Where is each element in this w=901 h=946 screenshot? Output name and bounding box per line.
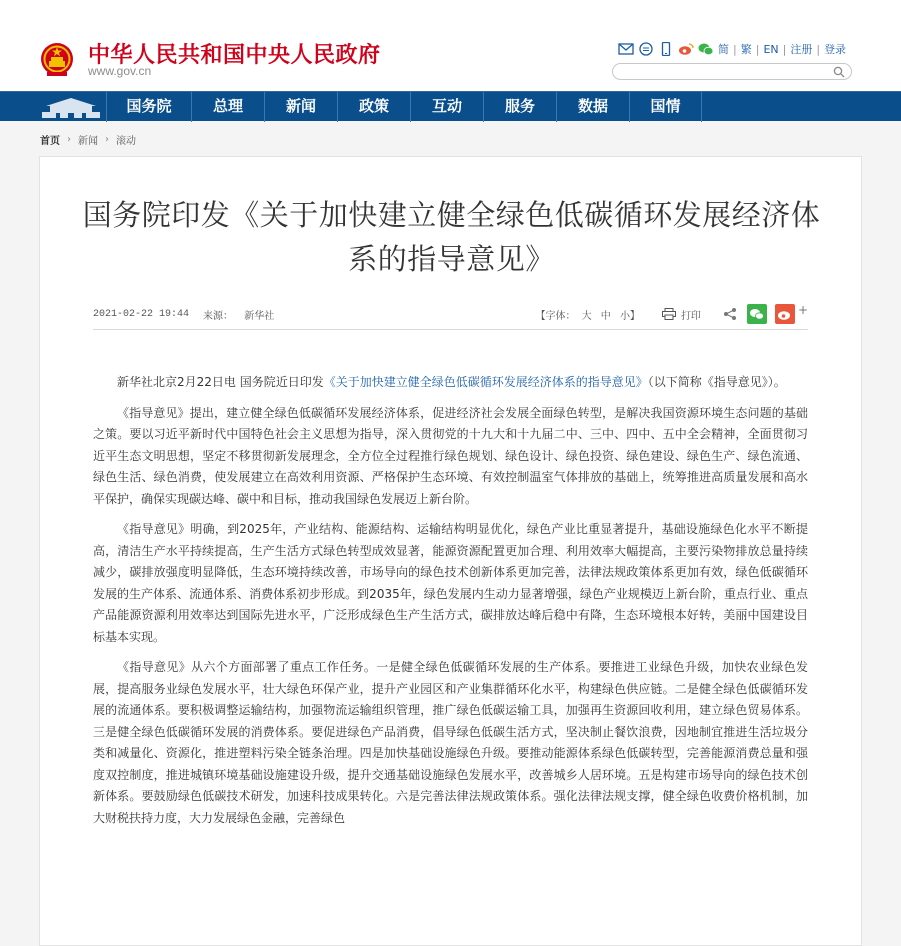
site-header bbox=[0, 0, 901, 91]
meta-divider bbox=[93, 329, 808, 330]
divider: | bbox=[755, 42, 760, 56]
nav-item-premier[interactable]: 总理 bbox=[191, 92, 264, 122]
paragraph-1 bbox=[93, 372, 808, 394]
article-tools bbox=[536, 304, 808, 324]
search-icon[interactable] bbox=[833, 66, 845, 78]
paragraph-2: 《指导意见》提出，建立健全绿色低碳循环发展经济体系，促进经济社会发展全面绿色转型，是解决我国资源环境生态问题的基础之策。要以习近平新时代中国特色社会主义思想为指导，深入贯彻党的十九大和十九届二中、三中、四中、五中全会精神，全面贯彻习近平生态文明思想，坚定不移贯彻新发展理念，全方位全过程推行绿色规划、绿色设计、绿色投资、绿色建设、绿色生产、绿色流通、绿色生活、绿色消费，使发展建立在高效利用资源、严格保护生态环境、有效控制温室气体排放的基础上，统筹推进高质量发展和高水平保护，确保实现碳达峰、碳中和目标，推动我国绿色发展迈上新台阶。 bbox=[93, 405, 808, 506]
article-source bbox=[203, 307, 274, 322]
font-small-button[interactable]: 小】 bbox=[619, 310, 640, 322]
chevron-right-icon: › bbox=[67, 134, 71, 145]
article-body bbox=[93, 372, 808, 838]
main-nav bbox=[0, 91, 901, 121]
divider: | bbox=[816, 42, 821, 56]
header-tools bbox=[618, 40, 846, 58]
register-link[interactable]: 注册 bbox=[790, 43, 813, 56]
nav-item-interaction[interactable]: 互动 bbox=[410, 92, 483, 122]
paragraph-3: 《指导意见》明确，到2025年，产业结构、能源结构、运输结构明显优化，绿色产业比重显著提升，基础设施绿色化水平不断提高，清洁生产水平持续提高，生产生活方式绿色转型成效显著，能源资源配置更加合理、利用效率大幅提高，主要污染物排放总量持续减少，碳排放强度明显降低，生态环境持续改善，市场导向的绿色技术创新体系更加完善，法律法规政策体系更加有效，绿色低碳循环发展的生产体系、流通体系、消费体系初步形成。到2035年，绿色发展内生动力显著增强，绿色产业规模迈上新台阶，重点行业、重点产品能源资源利用效率达到国际先进水平，广泛形成绿色生产生活方式，碳排放达峰后稳中有降，生态环境根本好转，美丽中国建设目标基本实现。 bbox=[93, 522, 808, 644]
mobile-icon[interactable] bbox=[658, 42, 674, 56]
share-bar bbox=[723, 304, 808, 324]
english-link[interactable]: EN bbox=[763, 42, 779, 56]
nav-item-national-conditions[interactable]: 国情 bbox=[629, 92, 702, 122]
font-medium-button[interactable]: 中 bbox=[600, 310, 611, 322]
site-url: www.gov.cn bbox=[88, 64, 152, 78]
weibo-share-icon[interactable] bbox=[775, 304, 795, 324]
font-size-label: 【字体： bbox=[535, 310, 576, 322]
article-card bbox=[39, 156, 862, 946]
source-name: 新华社 bbox=[244, 310, 275, 322]
source-label: 来源： bbox=[203, 310, 234, 322]
breadcrumb-home[interactable]: 首页 bbox=[40, 136, 60, 147]
traditional-link[interactable]: 繁 bbox=[740, 43, 752, 56]
article-title: 国务院印发《关于加快建立健全绿色低碳循环发展经济体系的指导意见》 bbox=[82, 198, 821, 276]
paragraph-4: 《指导意见》从六个方面部署了重点工作任务。一是健全绿色低碳循环发展的生产体系。要推进工业绿色升级，加快农业绿色发展，提高服务业绿色发展水平，壮大绿色环保产业，提升产业园区和产业集群循环化水平，构建绿色供应链。二是健全绿色低碳循环发展的流通体系。要积极调整运输结构，加强物流运输组织管理，推广绿色低碳运输工具，加强再生资源回收利用，建立绿色贸易体系。三是健全绿色低碳循环发展的消费体系。要促进绿色产品消费，倡导绿色低碳生活方式，坚决制止餐饮浪费，因地制宜推进生活垃圾分类和减量化、资源化，推进塑料污染全链条治理。四是加快基础设施绿色升级。要推动能源体系绿色低碳转型，完善能源消费总量和强度双控制度，推进城镇环境基础设施建设升级，提升交通基础设施绿色发展水平，改善城乡人居环境。五是构建市场导向的绿色技术创新体系。要鼓励绿色低碳技术研发，加速科技成果转化。六是完善法律法规政策体系。强化法律法规支撑，健全绿色收费价格机制，加大财税扶持力度，大力发展绿色金融，完善绿色 bbox=[93, 660, 808, 825]
site-name[interactable]: 中华人民共和国中央人民政府 bbox=[88, 43, 381, 68]
message-icon[interactable] bbox=[638, 42, 654, 56]
login-link[interactable]: 登录 bbox=[824, 43, 847, 56]
mail-icon[interactable] bbox=[618, 42, 634, 56]
search-box[interactable] bbox=[612, 63, 852, 80]
breadcrumb bbox=[40, 132, 136, 147]
breadcrumb-news[interactable]: 新闻 bbox=[78, 136, 98, 147]
nav-item-services[interactable]: 服务 bbox=[483, 92, 556, 122]
nav-item-data[interactable]: 数据 bbox=[556, 92, 629, 122]
more-share-button[interactable]: + bbox=[797, 303, 808, 317]
print-button[interactable] bbox=[662, 307, 701, 322]
share-icon[interactable] bbox=[723, 307, 737, 321]
simplified-link[interactable]: 简 bbox=[718, 43, 729, 56]
paragraph-1-lead: 新华社北京2月22日电 国务院近日印发 bbox=[117, 375, 324, 389]
article-meta bbox=[93, 303, 808, 325]
wechat-share-icon[interactable] bbox=[747, 304, 767, 324]
chevron-right-icon: › bbox=[105, 134, 109, 145]
national-emblem-icon[interactable] bbox=[40, 40, 74, 78]
divider: | bbox=[733, 42, 737, 56]
font-large-button[interactable]: 大 bbox=[581, 310, 592, 322]
font-size-control bbox=[536, 307, 640, 322]
nav-menu bbox=[106, 92, 702, 122]
publish-date: 2021-02-22 19:44 bbox=[93, 308, 190, 320]
weibo-icon[interactable] bbox=[678, 42, 694, 56]
tiananmen-logo-icon[interactable] bbox=[38, 94, 104, 120]
nav-item-state-council[interactable]: 国务院 bbox=[106, 92, 191, 122]
nav-item-policy[interactable]: 政策 bbox=[337, 92, 410, 122]
breadcrumb-scroll[interactable]: 滚动 bbox=[116, 136, 136, 147]
guideline-link[interactable]: 《关于加快建立健全绿色低碳循环发展经济体系的指导意见》 bbox=[323, 375, 648, 389]
wechat-icon[interactable] bbox=[698, 42, 714, 56]
printer-icon bbox=[662, 308, 676, 320]
nav-item-news[interactable]: 新闻 bbox=[264, 92, 337, 122]
divider: | bbox=[782, 42, 787, 56]
paragraph-1-tail: （以下简称《指导意见》）。 bbox=[647, 375, 786, 389]
print-label: 打印 bbox=[680, 310, 701, 322]
